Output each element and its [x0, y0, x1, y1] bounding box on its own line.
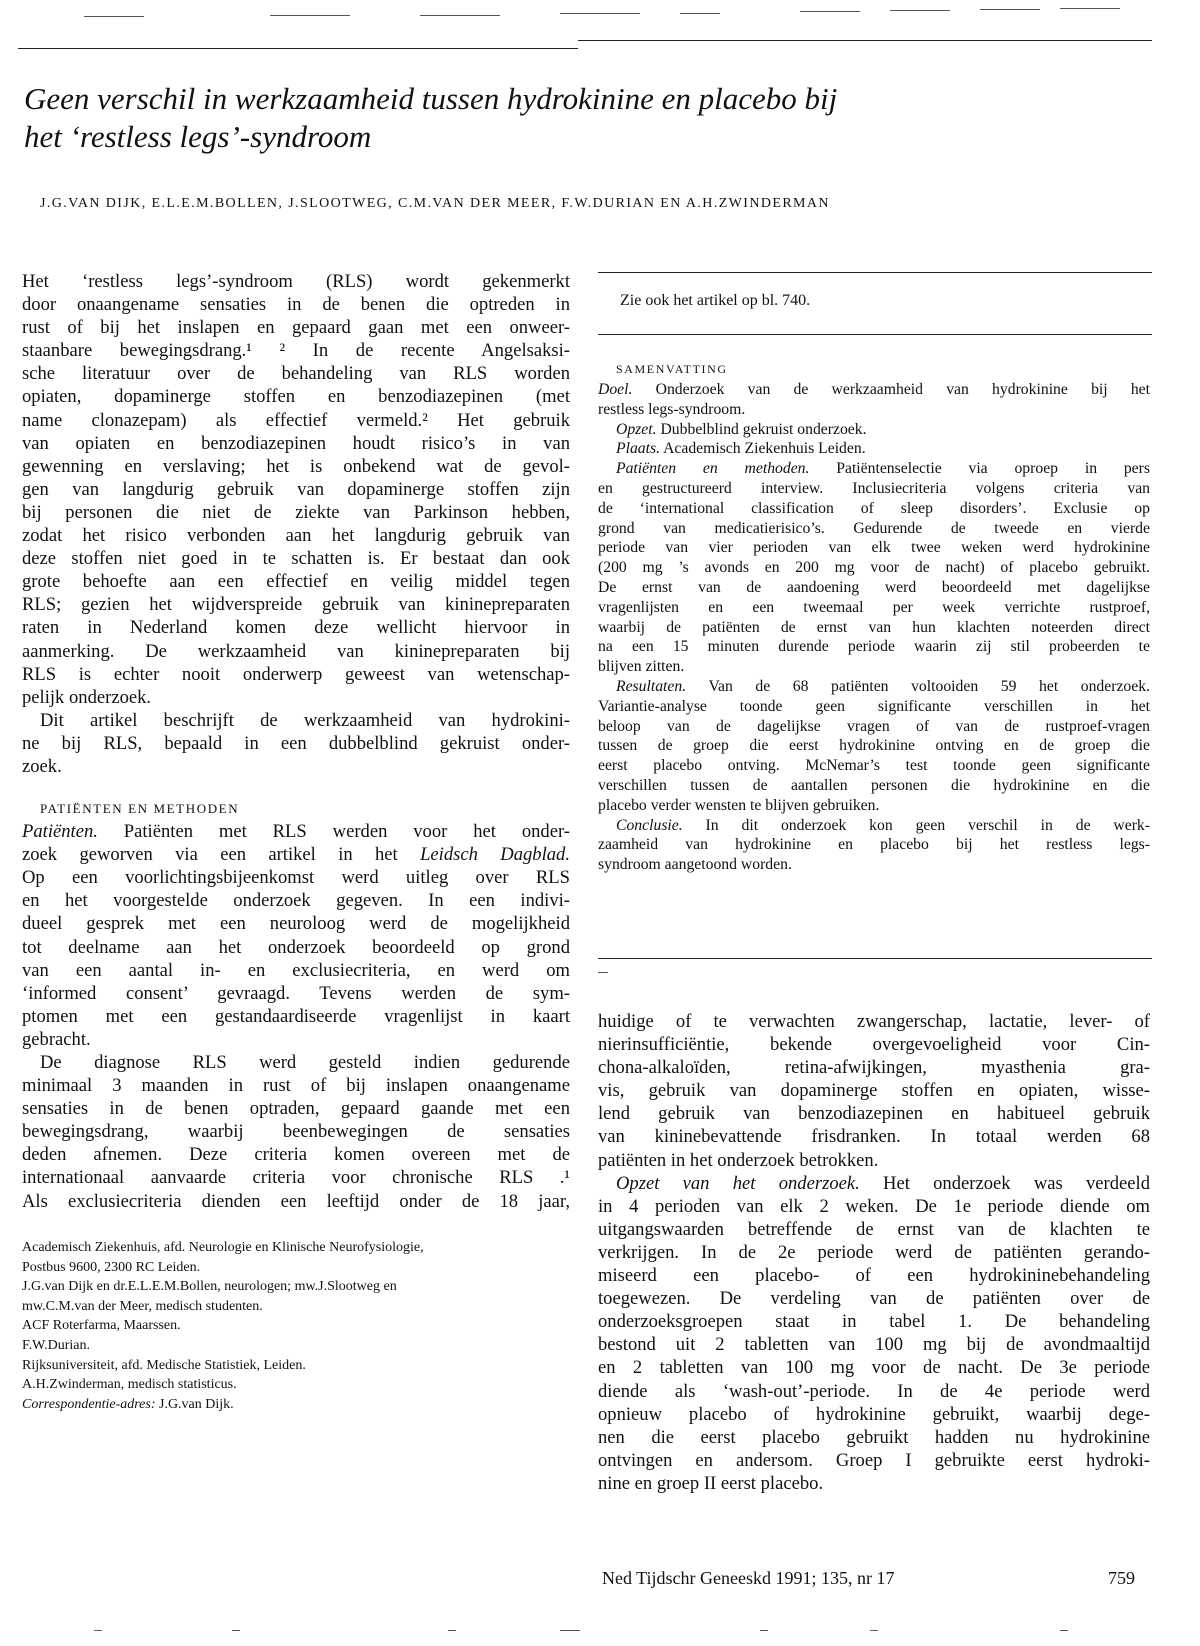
text-line: diende als ‘wash-out’-periode. In de 4e periode werd — [598, 1380, 1150, 1402]
text-line: restless legs-syndroom. — [598, 400, 746, 418]
text-line: zoek. — [22, 755, 62, 777]
text-line: de ‘international classification of sleep disorders’. Exclusie op — [598, 499, 1150, 517]
text-line: RLS; gezien het wijdverspreide gebruik van kininepreparaten — [22, 594, 570, 616]
text-line: door onaangename sensaties in de benen die optreden in — [22, 294, 570, 316]
journal-citation: Ned Tijdschr Geneeskd 1991; 135, nr 17 — [602, 1568, 895, 1588]
text-line: lend gebruik van benzodiazepinen en habitueel gebruik — [598, 1103, 1150, 1125]
footnote-line: ACF Roterfarma, Maarssen. — [22, 1318, 181, 1334]
run-in-heading: Opzet. — [616, 420, 657, 438]
scan-artifact — [980, 9, 1040, 10]
text-line: Als exclusiecriteria dienden een leeftijd onder de 18 jaar, — [22, 1190, 570, 1212]
scan-artifact — [680, 13, 720, 14]
author-list: J.G.VAN DIJK, E.L.E.M.BOLLEN, J.SLOOTWEG, C.M.VAN DER MEER, F.W.DURIAN EN A.H.ZWINDERMAN — [40, 196, 830, 211]
text-line: grote behoefte aan een effectief en veilig middel tegen — [22, 571, 570, 593]
text-line: Variantie-analyse toonde geen significante verschillen in het — [598, 697, 1150, 715]
scan-artifact — [1060, 1630, 1068, 1631]
intro-paragraph-2 — [22, 709, 570, 778]
text-run: Patiënten met RLS werden voor het onder- — [97, 821, 570, 843]
crossref-rule — [598, 334, 1152, 335]
text-line — [22, 820, 570, 843]
run-in-heading: Resultaten. — [616, 677, 687, 695]
exclusion-continuation — [598, 1010, 1150, 1172]
left-column — [22, 270, 570, 1213]
header-rule — [18, 48, 578, 49]
crossref-box — [598, 278, 1150, 312]
text-line: chona-alkaloïden, retina-afwijkingen, myasthenia gra- — [598, 1057, 1150, 1079]
text-line: huidige of te verwachten zwangerschap, lactatie, lever- of — [598, 1011, 1150, 1032]
intro-paragraph — [22, 270, 570, 709]
text-line: toegewezen. De verdeling van de patiënten over de — [598, 1288, 1150, 1310]
text-run: zoek geworven via een artikel in het — [22, 844, 421, 866]
text-line: verkrijgen. In de 2e periode werd de patiënten gerando- — [598, 1241, 1150, 1263]
run-in-heading: Patiënten. — [22, 821, 98, 843]
title-line: Geen verschil in werkzaamheid tussen hydrokinine en placebo bij — [24, 81, 838, 116]
design-paragraph — [598, 1172, 1150, 1495]
text-run: In dit onderzoek kon geen verschil in de werk- — [682, 816, 1150, 834]
crossref-rule — [598, 272, 1152, 273]
summary-heading: SAMENVATTING — [616, 362, 728, 376]
footnote-line: mw.C.M.van der Meer, medisch studenten. — [22, 1298, 263, 1314]
article-title — [24, 80, 1024, 156]
text-run: Het onderzoek was verdeeld — [859, 1172, 1150, 1194]
run-in-heading: Plaats. — [616, 440, 661, 458]
footnote-line: Academisch Ziekenhuis, afd. Neurologie en Klinische Neurofysiologie, — [22, 1240, 424, 1255]
text-line: raten in Nederland komen deze wellicht hiervoor in — [22, 617, 570, 639]
text-run: Van de 68 patiënten voltooiden 59 het onderzoek. — [686, 677, 1150, 695]
text-line — [598, 459, 1150, 479]
text-line: onderzoeksgroepen staat in tabel 1. De behandeling — [598, 1311, 1150, 1333]
text-line: gen van langdurig gebruik van dopaminerge stoffen zijn — [22, 478, 570, 500]
scan-artifact — [448, 1630, 456, 1631]
diagnosis-paragraph — [22, 1051, 570, 1213]
page-number: 759 — [1108, 1568, 1135, 1588]
text-line: Dit artikel beschrijft de werkzaamheid van hydrokini- — [40, 709, 570, 731]
text-run: Patiëntenselectie via oproep in pers — [809, 460, 1150, 478]
text-line: rust of bij het inslapen en gepaard gaan met een onweer- — [22, 317, 570, 339]
scan-artifact — [560, 1630, 580, 1631]
text-line: nierinsufficiëntie, bekende overgevoeligheid voor Cin- — [598, 1034, 1150, 1056]
text-line: en gestructureerd interview. Inclusiecriteria volgens criteria van — [598, 479, 1150, 497]
text-line: dueel gesprek met een neuroloog werd de mogelijkheid — [22, 913, 570, 935]
text-line: deze stoffen niet goed in te schatten is. Er bestaat dan ook — [22, 548, 570, 570]
text-line: vragenlijsten en een tweemaal per week verrichte rustproef, — [598, 598, 1150, 616]
text-line: ptomen met een gestandaardiseerde vragenlijst in kaart — [22, 1005, 570, 1027]
scan-artifact — [800, 11, 860, 12]
text-line: beloop van de dagelijkse vragen of van de rustproef-vragen — [598, 717, 1150, 735]
correspondence-label: Correspondentie-adres: — [22, 1396, 156, 1412]
newspaper-name: Leidsch Dagblad. — [420, 844, 571, 866]
text-line: bij personen die niet de ziekte van Parkinson hebben, — [22, 501, 570, 523]
text-line: van een aantal in- en exclusiecriteria, en werd om — [22, 959, 570, 981]
scan-artifact — [270, 15, 350, 16]
footnote-line: Postbus 9600, 2300 RC Leiden. — [22, 1259, 201, 1275]
text-line: uitgangswaarden betreffende de ernst van de klachten te — [598, 1218, 1150, 1240]
section-heading: PATIËNTEN EN METHODEN — [40, 801, 240, 817]
run-in-heading: Opzet van het onderzoek. — [616, 1172, 860, 1194]
patients-paragraph — [22, 820, 570, 1051]
text-line: nen die eerst placebo gebruikt hadden nu hydrokinine — [598, 1426, 1150, 1448]
text-line — [22, 843, 570, 866]
text-line: Op een voorlichtingsbijeenkomst werd uitleg over RLS — [22, 867, 570, 889]
text-line: sensaties in de benen optraden, gepaard gaande met een — [22, 1098, 570, 1120]
text-line: periode van vier perioden van elk twee weken werd hydrokinine — [598, 539, 1150, 557]
scan-artifact — [890, 10, 950, 11]
text-line: nine en groep II eerst placebo. — [598, 1472, 824, 1494]
text-line: RLS is echter nooit onderwerp geweest van wetenschap- — [22, 663, 570, 685]
text-line: pelijk onderzoek. — [22, 686, 152, 708]
text-line: miseerd een placebo- of een hydrokininebehandeling — [598, 1265, 1150, 1287]
text-line: en het voorgestelde onderzoek gegeven. In een indivi- — [22, 890, 570, 912]
text-line: De diagnose RLS werd gesteld indien gedurende — [40, 1052, 570, 1073]
text-line: bestond uit 2 tabletten van 100 mg bij de avondmaaltijd — [598, 1334, 1150, 1356]
text-line — [598, 380, 1150, 400]
footnote-line: A.H.Zwinderman, medisch statisticus. — [22, 1377, 237, 1393]
text-line: van kininebevattende frisdranken. In totaal werden 68 — [598, 1126, 1150, 1148]
run-in-heading: Doel. — [598, 381, 633, 398]
text-line: placebo verder wensten te blijven gebruiken. — [598, 796, 880, 814]
text-line: syndroom aangetoond worden. — [598, 856, 792, 874]
text-line: De ernst van de aandoening werd beoordeeld met dagelijkse — [598, 578, 1150, 596]
scan-artifact — [560, 13, 640, 14]
scan-artifact — [420, 15, 500, 16]
footnote-line: J.G.van Dijk en dr.E.L.E.M.Bollen, neurologen; mw.J.Slootweg en — [22, 1279, 397, 1295]
text-line: ‘informed consent’ gevraagd. Tevens werden de sym- — [22, 982, 570, 1004]
text-line: blijven zitten. — [598, 658, 685, 676]
text-line: opiaten, dopaminerge stoffen en benzodiazepinen (met — [22, 386, 570, 408]
crossref-text: Zie ook het artikel op bl. 740. — [620, 292, 811, 309]
text-line — [598, 677, 1150, 697]
text-line: en 2 tabletten van 100 mg voor de nacht. De 3e periode — [598, 1357, 1150, 1379]
text-line: staanbare bewegingsdrang.¹ ² In de recente Angelsaksi- — [22, 340, 570, 362]
text-line: bewegingsdrang, waarbij beenbewegingen de sensaties — [22, 1121, 570, 1143]
scan-artifact — [760, 1630, 768, 1631]
title-line: het ‘restless legs’-syndroom — [24, 119, 372, 154]
correspondence-name: J.G.van Dijk. — [155, 1396, 234, 1412]
text-line: na een 15 minuten durende periode waarin zij stil probeerden te — [598, 638, 1150, 656]
scan-artifact — [1060, 8, 1120, 9]
text-line: van opiaten en benzodiazepinen houdt risico’s in van — [22, 432, 570, 454]
text-line — [598, 816, 1150, 836]
right-column — [598, 1010, 1150, 1495]
text-line: opnieuw placebo of hydrokinine gebruikt, waarbij dege- — [598, 1403, 1150, 1425]
scan-artifact — [598, 972, 608, 973]
text-line: eerst placebo ontving. McNemar’s test toonde geen significante — [598, 757, 1150, 775]
scan-artifact — [232, 1630, 240, 1631]
footnote-line: Rijksuniversiteit, afd. Medische Statistiek, Leiden. — [22, 1357, 306, 1373]
text-line: ontvingen en andersom. Groep I gebruikte eerst hydroki- — [598, 1449, 1150, 1471]
text-line: minimaal 3 maanden in rust of bij inslapen onaangename — [22, 1075, 570, 1097]
scan-artifact — [870, 1630, 878, 1631]
text-line — [598, 439, 1150, 459]
text-line: Het ‘restless legs’-syndroom (RLS) wordt gekenmerkt — [22, 271, 570, 292]
run-in-heading: Conclusie. — [616, 816, 683, 834]
text-line: internationaal aanvaarde criteria voor chronische RLS .¹ — [22, 1167, 570, 1189]
text-line: grond van medicatierisico’s. Gedurende de tweede en vierde — [598, 519, 1150, 537]
summary-box — [598, 360, 1150, 875]
text-line: vis, gebruik van dopaminerge stoffen en opiaten, wisse- — [598, 1080, 1150, 1102]
text-line: tot deelname aan het onderzoek beoordeeld op grond — [22, 936, 570, 958]
text-line — [598, 420, 1150, 440]
text-line: gewenning en verslaving; het is onbekend wat de gevol- — [22, 455, 570, 477]
text-line: zaamheid van hydrokinine en placebo bij het restless legs- — [598, 836, 1150, 854]
footnote-line — [22, 1395, 582, 1415]
text-line — [598, 1172, 1150, 1195]
footnote-line: F.W.Durian. — [22, 1337, 90, 1353]
summary-text — [598, 380, 1150, 875]
scan-artifact — [94, 1630, 102, 1631]
run-in-heading: Patiënten en methoden. — [616, 460, 810, 478]
text-line: waarbij de patiënten de ernst van hun klachten noteerden direct — [598, 618, 1150, 636]
header-rule — [578, 40, 1152, 41]
text-run: Dubbelblind gekruist onderzoek. — [656, 420, 867, 438]
text-line: in 4 perioden van elk 2 weken. De 1e periode diende om — [598, 1195, 1150, 1217]
text-line: aanmerking. De werkzaamheid van kininepreparaten bij — [22, 640, 570, 662]
text-line: (200 mg ’s avonds en 200 mg voor de nacht) of placebo gebruikt. — [598, 559, 1150, 577]
text-line: deden afnemen. Deze criteria komen overeen met de — [22, 1144, 570, 1166]
text-line: sche literatuur over de behandeling van RLS worden — [22, 363, 570, 385]
text-run: Onderzoek van de werkzaamheid van hydrokinine bij het — [632, 381, 1150, 398]
text-line: zodat het risico verbonden aan het langdurig gebruik van — [22, 525, 570, 547]
text-line: tussen de groep die eerst hydrokinine ontving en de groep die — [598, 737, 1150, 755]
text-line: ne bij RLS, bepaald in een dubbelblind gekruist onder- — [22, 732, 570, 754]
text-line: gebracht. — [22, 1028, 91, 1050]
text-line: name clonazepam) als effectief vermeld.² Het gebruik — [22, 409, 570, 431]
summary-rule — [598, 958, 1152, 959]
scan-artifact — [84, 16, 144, 17]
text-line: verschillen tussen de aantallen personen die hydrokinine en die — [598, 776, 1150, 794]
text-run: Academisch Ziekenhuis Leiden. — [660, 440, 866, 458]
text-line: patiënten in het onderzoek betrokken. — [598, 1149, 879, 1171]
affiliation-footnotes — [22, 1238, 582, 1414]
